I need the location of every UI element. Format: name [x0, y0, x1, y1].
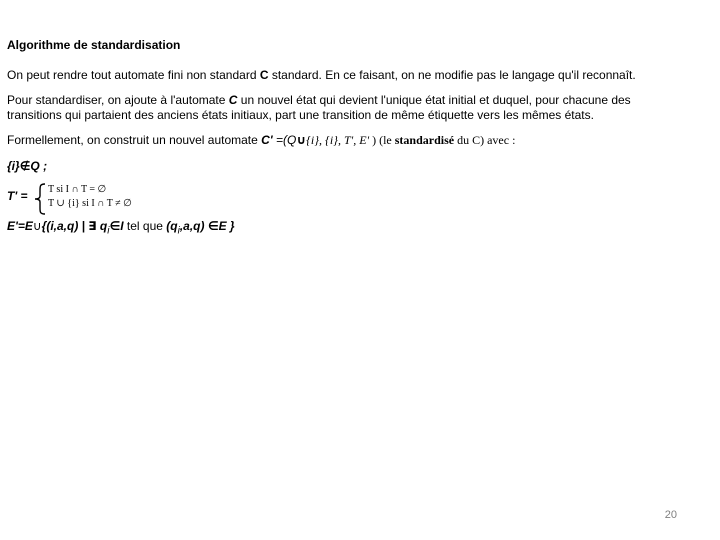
text: On peut rendre tout automate fini non standard: [7, 68, 260, 82]
text: tel que: [123, 219, 167, 233]
final-states-label: T' =: [7, 189, 28, 203]
formula: =(Q: [272, 133, 297, 147]
slide-title: Algorithme de standardisation: [7, 38, 181, 52]
formula: ) (le: [369, 133, 395, 147]
automaton-symbol: C': [261, 133, 273, 147]
formula: ,a,q) ∈E }: [179, 219, 235, 233]
subscript: i: [107, 225, 110, 237]
text: un nouvel état qui devient l'unique état initial et duquel, pour chacune des transitions qui partaient des anciens états initiaux, part une transition de même étiquette vers les mêmes états.: [7, 93, 631, 122]
page-number: 20: [664, 509, 677, 521]
automaton-symbol: C: [228, 93, 238, 107]
text: Pour standardiser, on ajoute à l'automate: [7, 93, 229, 107]
text: Formellement, on construit un nouvel automate: [7, 133, 262, 147]
final-states-case-2: T ∪ {i} si I ∩ T ≠ ∅: [48, 198, 132, 209]
formula: ∈I: [109, 219, 124, 233]
paragraph-formal: [7, 133, 515, 148]
transitions-formula: [7, 219, 235, 238]
formula: {i}, {i}, T', E': [306, 133, 370, 147]
final-states-case-1: T si I ∩ T = ∅: [48, 184, 107, 195]
union-symbol: ∪: [296, 133, 307, 147]
paragraph-intro: [7, 68, 636, 83]
subscript: i: [177, 225, 180, 237]
keyword-standardise: standardisé: [394, 133, 455, 147]
automaton-symbol: C: [259, 68, 269, 82]
paragraph-method: [7, 93, 647, 123]
condition-new-state: {i}∉Q ;: [7, 159, 48, 173]
text: standard. En ce faisant, on ne modifie pas le langage qu'il reconnaît.: [268, 68, 636, 82]
text: du C) avec :: [454, 133, 516, 147]
left-brace-icon: [33, 183, 47, 215]
formula: {(i,a,q) | ∃ q: [41, 219, 108, 233]
formula: (q: [166, 219, 178, 233]
union-symbol: ∪: [32, 219, 42, 233]
formula: E'=E: [7, 219, 33, 233]
